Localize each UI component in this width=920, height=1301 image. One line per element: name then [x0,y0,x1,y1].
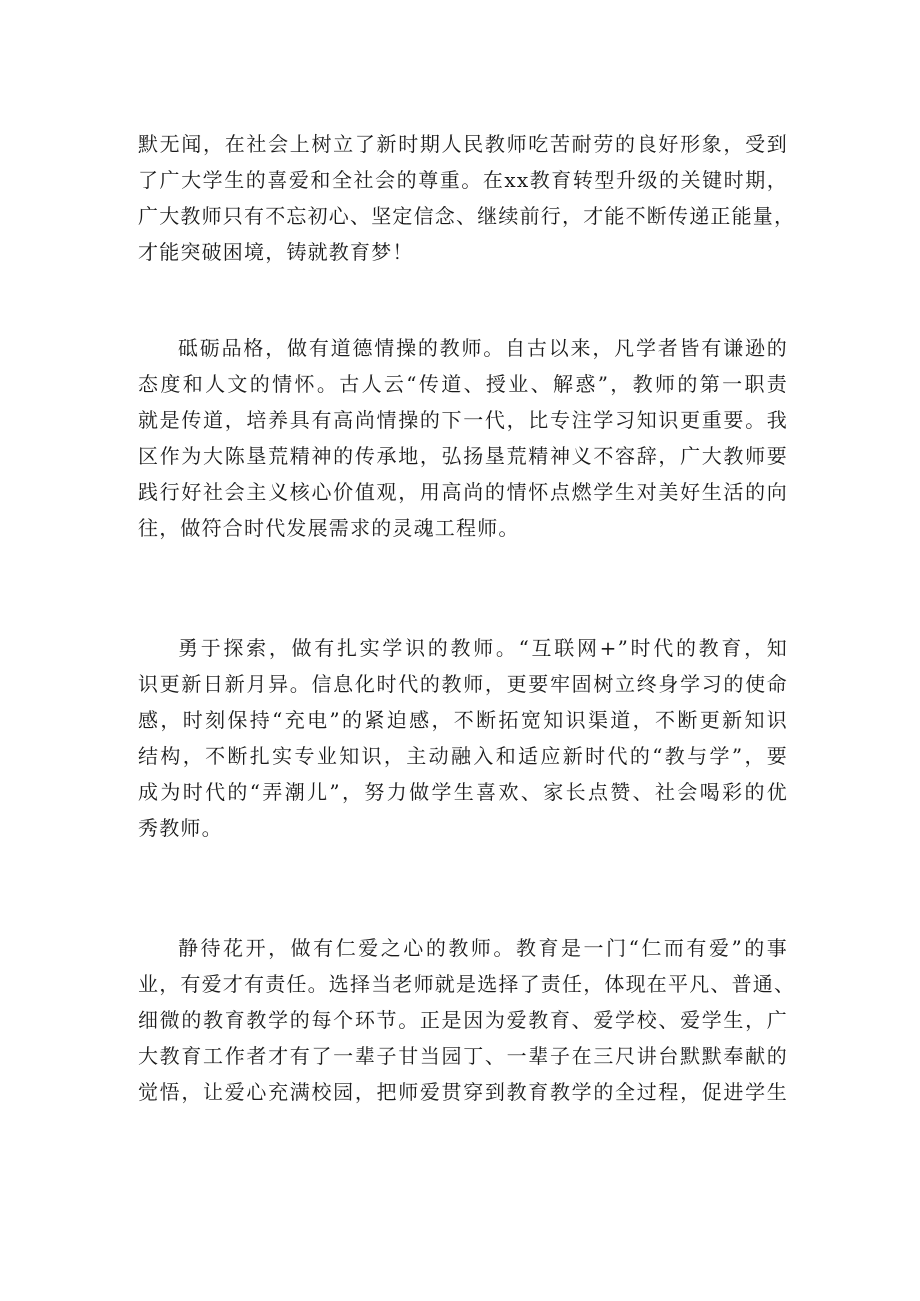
paragraph-line: 觉悟，让爱心充满校园，把师爱贯穿到教育教学的全过程，促进学生 [138,1080,788,1104]
paragraph-line: 践行好社会主义核心价值观，用高尚的情怀点燃学生对美好生活的向 [138,480,788,504]
paragraph-line: 结构，不断扎实专业知识，主动融入和适应新时代的“教与学”，要 [138,744,788,768]
paragraph-line: 往，做符合时代发展需求的灵魂工程师。 [138,516,520,540]
paragraph-1 [138,126,796,270]
paragraph-line: 态度和人文的情怀。古人云“传道、授业、解惑”，教师的第一职责 [138,372,788,396]
paragraph-line: 识更新日新月异。信息化时代的教师，更要牢固树立终身学习的使命 [138,672,788,696]
paragraph-line: 感，时刻保持“充电”的紧迫感，不断拓宽知识渠道，不断更新知识 [138,708,788,732]
paragraph-line: 了广大学生的喜爱和全社会的尊重。在xx教育转型升级的关键时期， [138,168,788,192]
paragraph-2 [138,330,788,546]
paragraph-3 [138,630,788,846]
paragraph-line: 勇于探索，做有扎实学识的教师。“互联网+”时代的教育，知 [178,636,788,660]
paragraph-line: 秀教师。 [138,816,223,840]
paragraph-line: 广大教师只有不忘初心、坚定信念、继续前行，才能不断传递正能量， [138,204,796,228]
paragraph-line: 业，有爱才有责任。选择当老师就是选择了责任，体现在平凡、普通、 [138,972,796,996]
paragraph-line: 成为时代的“弄潮儿”，努力做学生喜欢、家长点赞、社会喝彩的优 [138,780,788,804]
paragraph-line: 砥砺品格，做有道德情操的教师。自古以来，凡学者皆有谦逊的 [178,336,788,360]
paragraph-line: 大教育工作者才有了一辈子甘当园丁、一辈子在三尺讲台默默奉献的 [138,1044,788,1068]
paragraph-line: 区作为大陈垦荒精神的传承地，弘扬垦荒精神义不容辞，广大教师要 [138,444,788,468]
paragraph-line: 细微的教育教学的每个环节。正是因为爱教育、爱学校、爱学生，广 [138,1008,788,1032]
paragraph-4 [138,930,796,1110]
paragraph-line: 静待花开，做有仁爱之心的教师。教育是一门“仁而有爱”的事 [178,936,788,960]
paragraph-line: 默无闻，在社会上树立了新时期人民教师吃苦耐劳的良好形象，受到 [138,132,788,156]
paragraph-line: 才能突破困境，铸就教育梦！ [138,240,414,264]
paragraph-line: 就是传道，培养具有高尚情操的下一代，比专注学习知识更重要。我 [138,408,788,432]
